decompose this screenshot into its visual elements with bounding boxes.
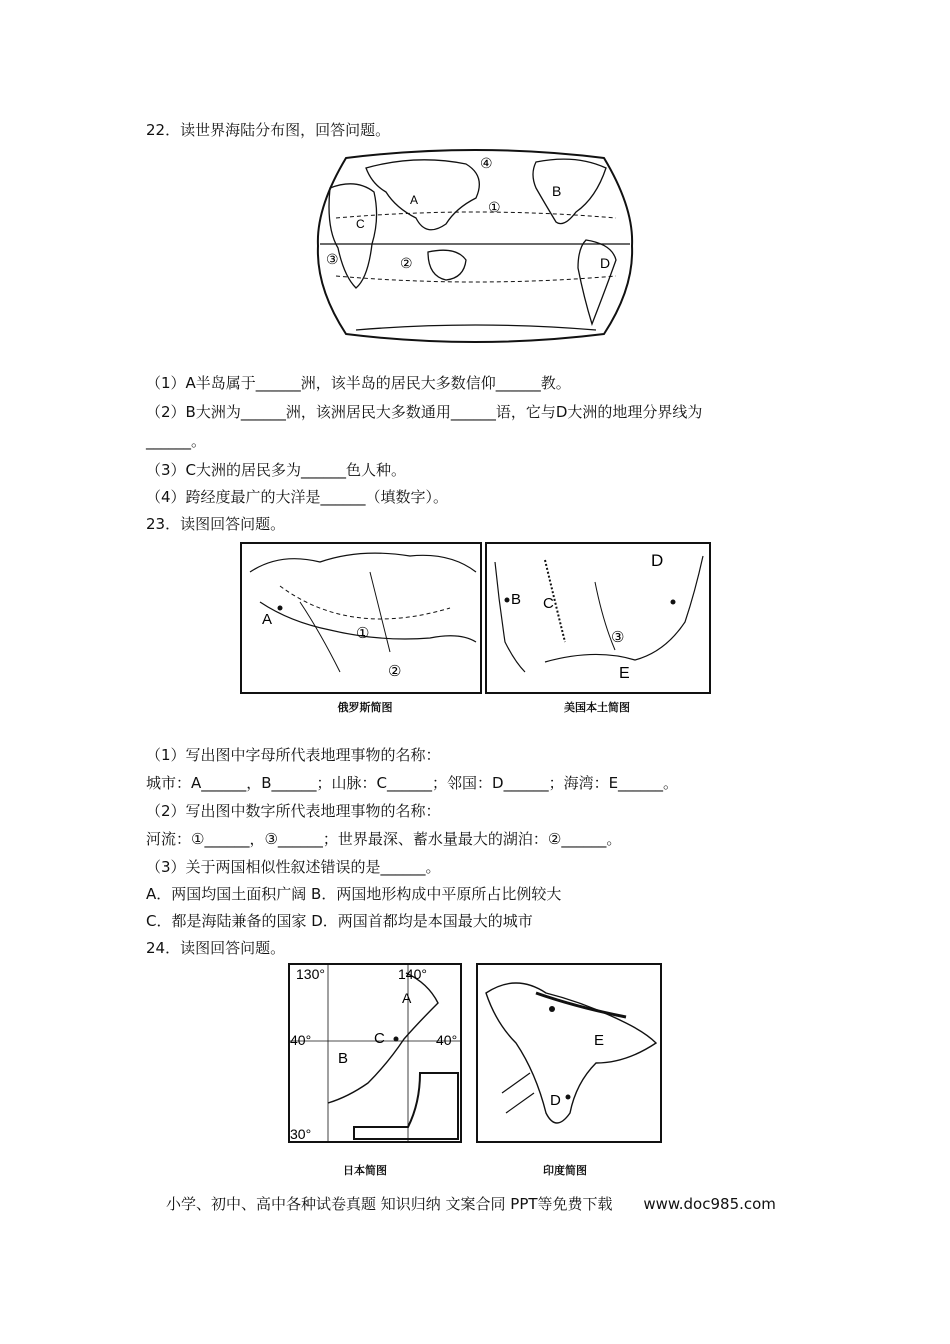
q22-line-3: ______。	[146, 432, 207, 450]
q23-title: 23．读图回答问题。	[146, 515, 286, 533]
map-label: 130°	[296, 966, 325, 982]
map-label: A	[402, 990, 412, 1006]
q23-line-5: （3）关于两国相似性叙述错误的是______。	[146, 858, 441, 876]
world-map-frame	[318, 150, 632, 342]
city-dot	[549, 1006, 555, 1012]
city-dot	[505, 598, 510, 603]
q23-line-3: （2）写出图中数字所代表地理事物的名称：	[146, 802, 441, 820]
map-label: B	[511, 591, 522, 608]
q22-line-4: （3）C大洲的居民多为______色人种。	[146, 461, 407, 479]
india-map-figure	[476, 963, 662, 1143]
footer-text: 小学、初中、高中各种试卷真题 知识归纳 文案合同 PPT等免费下载	[166, 1195, 613, 1213]
usa-map-caption: 美国本土简图	[564, 701, 630, 714]
india-map-caption: 印度简图	[543, 1164, 587, 1177]
footer	[166, 1193, 776, 1214]
map-label: B	[338, 1050, 349, 1067]
footer-url[interactable]: www.doc985.com	[643, 1195, 776, 1213]
usa-map-figure	[485, 542, 711, 694]
q23-option-ab: A．两国均国土面积广阔 B．两国地形构成中平原所占比例较大	[146, 885, 562, 903]
q22-title: 22．读世界海陆分布图，回答问题。	[146, 121, 391, 139]
map-label: ③	[611, 629, 625, 646]
q22-line-1: （1）A半岛属于______洲，该半岛的居民大多数信仰______教。	[146, 374, 571, 392]
russia-map-figure	[240, 542, 482, 694]
map-label: A	[262, 611, 273, 628]
city-dot	[671, 600, 676, 605]
map-label: 40°	[436, 1032, 458, 1048]
world-map-figure	[316, 148, 634, 344]
city-dot	[394, 1037, 399, 1042]
q23-line-4: 河流：①______，③______；世界最深、蓄水量最大的湖泊：②______。	[146, 830, 622, 848]
map-label: C	[356, 217, 365, 231]
map-label: E	[619, 665, 630, 682]
map-label: D	[550, 1092, 561, 1109]
map-label: ③	[326, 251, 339, 267]
map-label: ①	[356, 625, 370, 642]
map-label: 30°	[290, 1126, 312, 1142]
q23-line-2: 城市：A______，B______；山脉：C______；邻国：D______；海湾：E______。	[146, 774, 679, 792]
map-label: B	[552, 183, 562, 199]
map-label: D	[600, 255, 611, 271]
map-label: A	[410, 193, 419, 207]
map-label: ①	[488, 199, 501, 215]
russia-map-caption: 俄罗斯简图	[337, 701, 393, 714]
map-label: ②	[388, 663, 402, 680]
q23-option-cd: C．都是海陆兼备的国家 D．两国首都均是本国最大的城市	[146, 912, 533, 930]
map-label: C	[543, 595, 554, 612]
q24-title: 24．读图回答问题。	[146, 939, 286, 957]
map-label: 140°	[398, 966, 427, 982]
moscow-dot	[278, 606, 283, 611]
q22-line-2: （2）B大洲为______洲，该洲居民大多数通用______语，它与D大洲的地理分界线为	[146, 403, 703, 421]
map-label: ④	[480, 155, 493, 171]
japan-map-caption: 日本简图	[343, 1164, 387, 1177]
q23-line-1: （1）写出图中字母所代表地理事物的名称：	[146, 746, 441, 764]
japan-map-figure	[288, 963, 462, 1143]
map-label: ②	[400, 255, 413, 271]
city-dot	[566, 1095, 571, 1100]
map-label: 40°	[290, 1032, 312, 1048]
map-label: D	[651, 551, 664, 570]
map-label: E	[594, 1032, 605, 1049]
map-label: C	[374, 1030, 385, 1047]
q22-line-5: （4）跨经度最广的大洋是______（填数字）。	[146, 488, 449, 506]
